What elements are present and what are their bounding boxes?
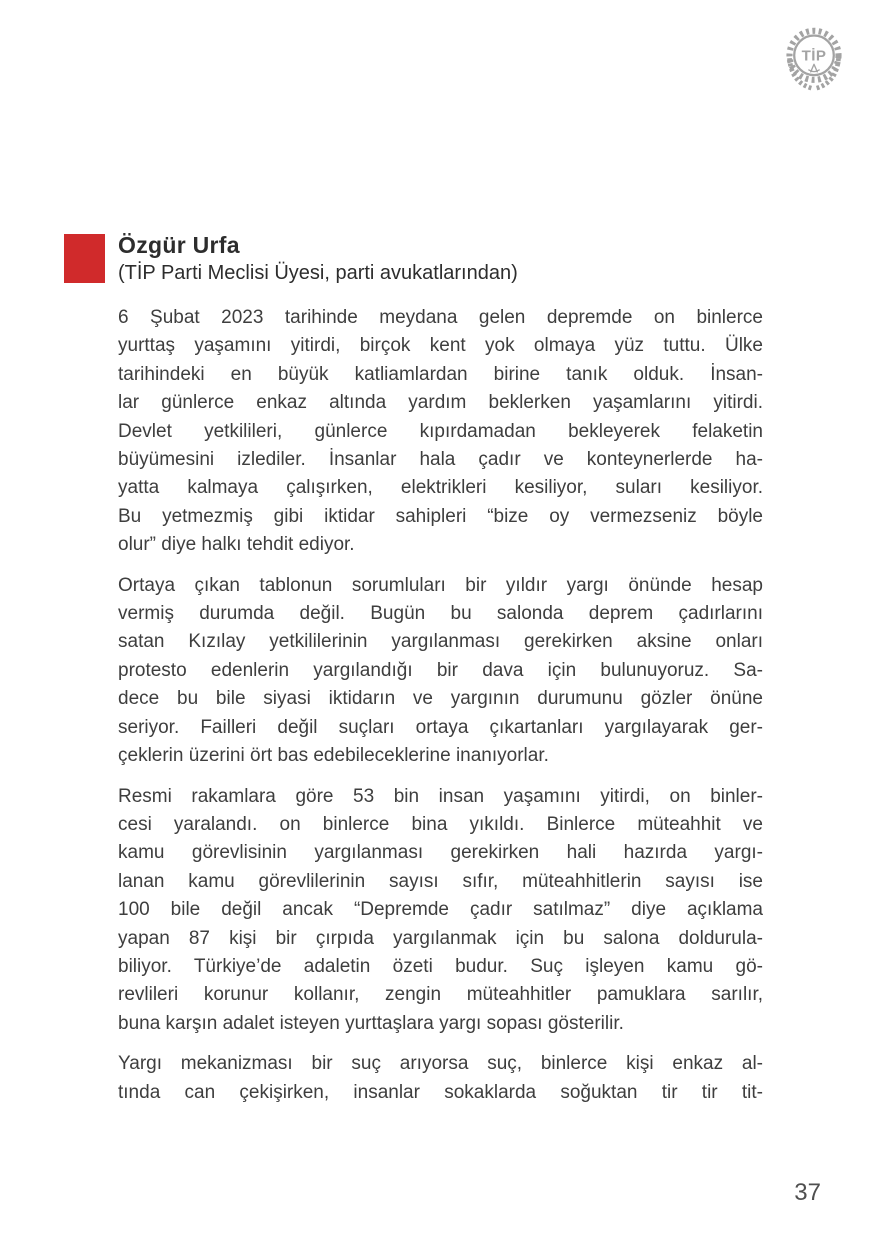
paragraph-line: biliyor. Türkiye’de adaletin özeti budur. Suç işleyen kamu gö- — [118, 955, 763, 977]
logo-text: TİP — [801, 47, 827, 65]
article-body — [118, 304, 763, 1107]
tip-party-logo — [781, 26, 847, 96]
paragraph-line: lar günlerce enkaz altında yardım beklerken yaşamlarını yitirdi. — [118, 392, 763, 414]
paragraph-line: tarihindeki en büyük katliamlardan birine tanık olduk. İnsan- — [118, 363, 763, 385]
paragraph — [118, 1050, 763, 1107]
paragraph-line: Ortaya çıkan tablonun sorumluları bir yıldır yargı önünde hesap — [118, 574, 763, 596]
paragraph — [118, 783, 763, 1039]
paragraph-line: çeklerin üzerini ört bas edebileceklerine inanıyorlar. — [118, 745, 549, 767]
paragraph-line: dece bu bile siyasi iktidarın ve yargının durumunu gözler önüne — [118, 688, 763, 710]
paragraph-line: lanan kamu görevlilerinin sayısı sıfır, müteahhitlerin sayısı ise — [118, 870, 763, 892]
paragraph-line: tında can çekişirken, insanlar sokaklarda soğuktan tir tir tit- — [118, 1081, 763, 1103]
page-number: 37 — [794, 1179, 821, 1206]
paragraph-line: büyümesini izlediler. İnsanlar hala çadır ve konteynerlerde ha- — [118, 449, 763, 471]
paragraph-line: vermiş durumda değil. Bugün bu salonda deprem çadırlarını — [118, 603, 763, 625]
article — [118, 231, 763, 1119]
author-role: (TİP Parti Meclisi Üyesi, parti avukatlarından) — [118, 262, 518, 284]
paragraph-line: yapan 87 kişi bir çırpıda yargılanmak için bu salona doldurula- — [118, 927, 763, 949]
paragraph-line: 100 bile değil ancak “Depremde çadır satılmaz” diye açıklama — [118, 899, 763, 921]
paragraph-line: Devlet yetkilileri, günlerce kıpırdamadan bekleyerek felaketin — [118, 420, 763, 442]
paragraph-line: revlileri korunur kollanır, zengin müteahhitler pamuklara sarılır, — [118, 984, 763, 1006]
paragraph-line: 6 Şubat 2023 tarihinde meydana gelen depremde on binlerce — [118, 307, 763, 328]
author-name: Özgür Urfa — [118, 232, 240, 258]
paragraph-line: Bu yetmezmiş gibi iktidar sahipleri “bize oy vermezseniz böyle — [118, 505, 763, 527]
tip-emblem-icon — [781, 26, 847, 96]
paragraph — [118, 572, 763, 771]
paragraph-line: buna karşın adalet isteyen yurttaşlara yargı sopası gösterilir. — [118, 1012, 624, 1034]
paragraph-line: yurttaş yaşamını yitirdi, birçok kent yok olmaya yüz tuttu. Ülke — [118, 335, 763, 357]
paragraph-line: olur” diye halkı tehdit ediyor. — [118, 534, 355, 556]
paragraph — [118, 304, 763, 560]
paragraph-line: seriyor. Failleri değil suçları ortaya çıkartanları yargılayarak ger- — [118, 716, 763, 738]
paragraph-line: yatta kalmaya çalışırken, elektrikleri kesiliyor, suları kesiliyor. — [118, 477, 763, 499]
heading-accent-square — [64, 234, 105, 283]
paragraph-line: cesi yaralandı. on binlerce bina yıkıldı. Binlerce müteahhit ve — [118, 813, 763, 835]
paragraph-line: satan Kızılay yetkililerinin yargılanması gerekirken aksine onları — [118, 631, 763, 653]
paragraph-line: kamu görevlisinin yargılanması gerekirken hali hazırda yargı- — [118, 842, 763, 864]
paragraph-line: Resmi rakamlara göre 53 bin insan yaşamını yitirdi, on binler- — [118, 785, 763, 807]
paragraph-line: protesto edenlerin yargılandığı bir dava için bulunuyoruz. Sa- — [118, 659, 763, 681]
paragraph-line: Yargı mekanizması bir suç arıyorsa suç, binlerce kişi enkaz al- — [118, 1053, 763, 1075]
